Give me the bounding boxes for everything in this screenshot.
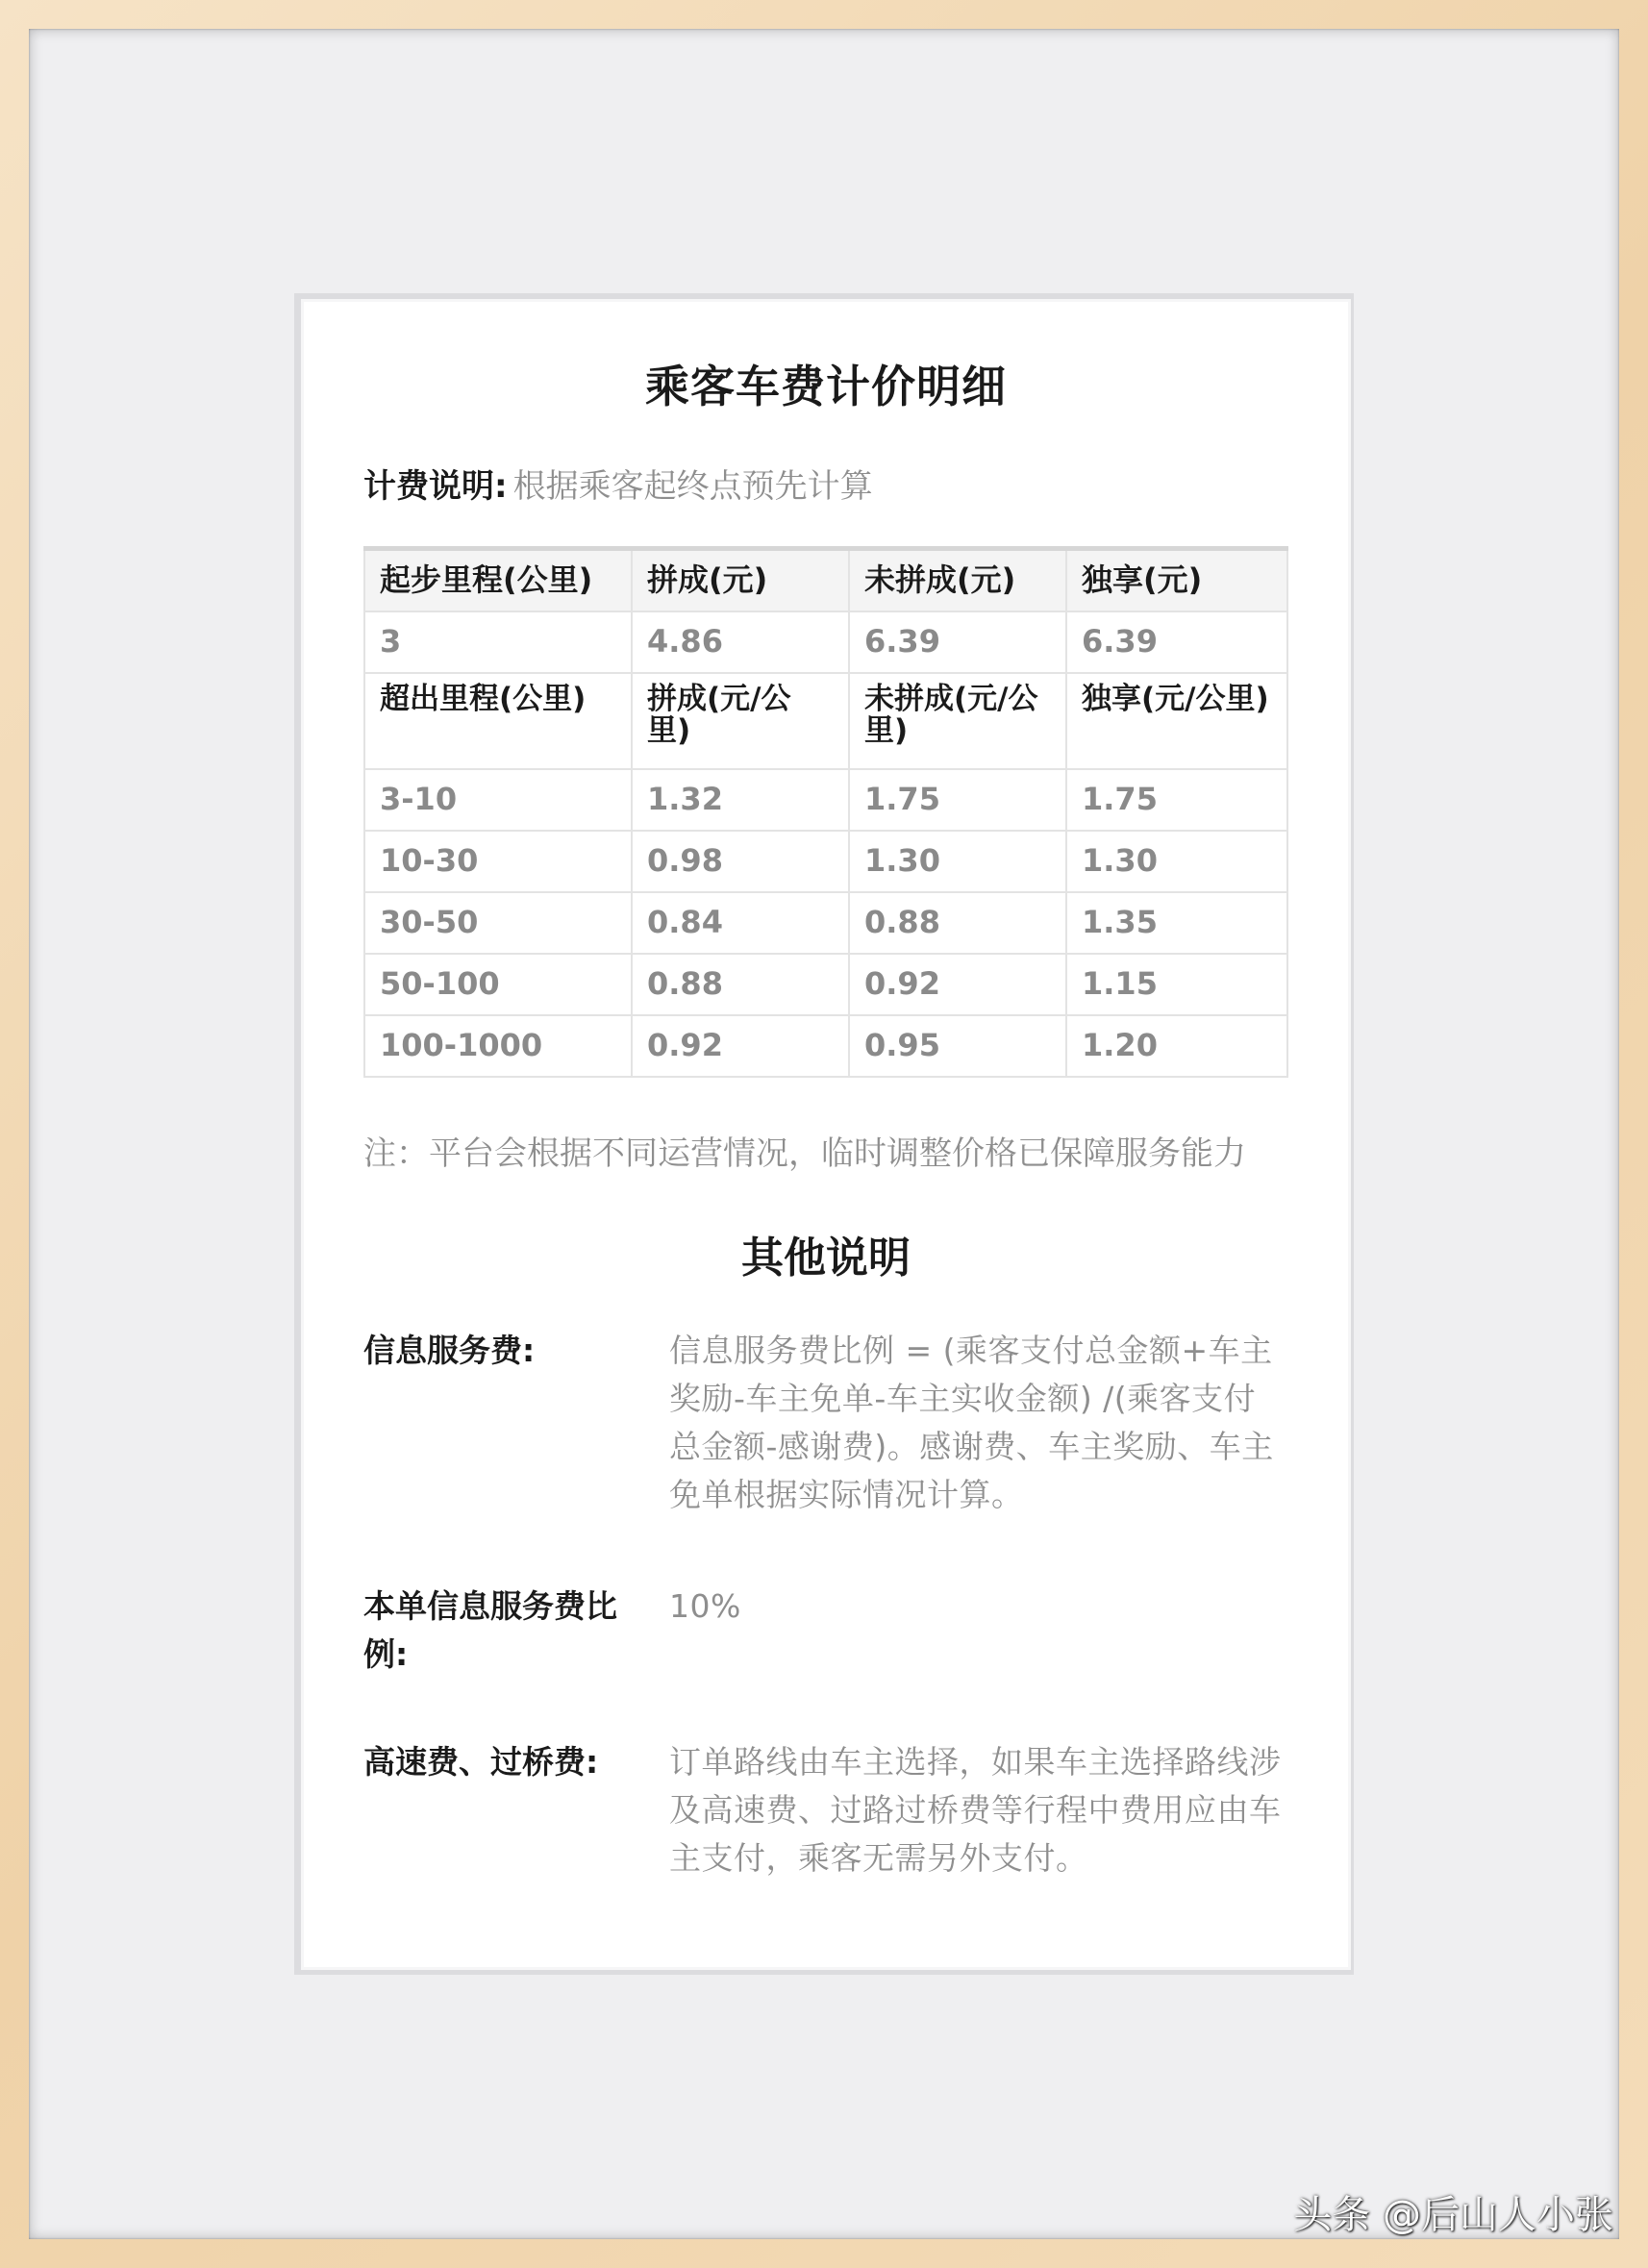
table-subheader-cell: 超出里程(公里) [364,673,632,769]
table-cell: 1.30 [1066,831,1287,892]
table-subheader-cell: 未拼成(元/公里) [849,673,1066,769]
table-cell: 0.92 [632,1015,849,1077]
table-row [364,1015,1287,1077]
table-header-cell: 未拼成(元) [849,549,1066,612]
table-header-cell: 拼成(元) [632,549,849,612]
info-row-value: 订单路线由车主选择，如果车主选择路线涉及高速费、过路过桥费等行程中费用应由车主支付，乘客无需另外支付。 [669,1743,1282,1877]
table-subheader-row [364,673,1287,769]
table-cell: 3 [364,611,632,673]
table-row [364,831,1287,892]
fare-table [363,546,1288,1078]
section-title-other: 其他说明 [741,1234,911,1283]
price-adjust-note: 注：平台会根据不同运营情况，临时调整价格已保障服务能力 [363,1134,1246,1173]
table-cell: 0.98 [632,831,849,892]
billing-note [363,460,873,507]
table-row [364,892,1287,954]
table-cell: 0.84 [632,892,849,954]
page-title: 乘客车费计价明细 [645,361,1007,412]
table-row [364,769,1287,831]
table-cell: 1.75 [849,769,1066,831]
table-cell: 6.39 [1066,611,1287,673]
table-cell: 0.88 [849,892,1066,954]
table-cell: 1.75 [1066,769,1287,831]
info-row-label: 高速费、过桥费: [363,1743,599,1781]
table-cell: 1.32 [632,769,849,831]
table-cell: 6.39 [849,611,1066,673]
table-subheader-cell: 拼成(元/公里) [632,673,849,769]
table-cell: 4.86 [632,611,849,673]
info-row-value: 10% [669,1587,741,1625]
table-cell: 1.30 [849,831,1066,892]
table-cell: 1.35 [1066,892,1287,954]
table-cell: 30-50 [364,892,632,954]
billing-note-value: 根据乘客起终点预先计算 [512,467,873,506]
table-cell: 100-1000 [364,1015,632,1077]
table-cell: 0.88 [632,954,849,1015]
table-cell: 10-30 [364,831,632,892]
table-cell: 3-10 [364,769,632,831]
fare-detail-card [304,302,1348,1967]
table-subheader-cell: 独享(元/公里) [1066,673,1287,769]
table-cell: 1.15 [1066,954,1287,1015]
info-row-value: 信息服务费比例 = (乘客支付总金额+车主奖励-车主免单-车主实收金额) /(乘客支付总金额-感谢费)。感谢费、车主奖励、车主免单根据实际情况计算。 [669,1332,1274,1513]
billing-note-label: 计费说明: [363,467,508,506]
table-cell: 50-100 [364,954,632,1015]
watermark-text: 头条 @后山人小张 [1293,2193,1613,2237]
table-row [364,954,1287,1015]
table-row-base [364,611,1287,673]
table-cell: 1.20 [1066,1015,1287,1077]
info-row-label: 本单信息服务费比例: [363,1587,617,1673]
table-header-cell: 独享(元) [1066,549,1287,612]
table-cell: 0.95 [849,1015,1066,1077]
table-header-row [364,549,1287,612]
info-row-label: 信息服务费: [363,1332,536,1369]
table-header-cell: 起步里程(公里) [364,549,632,612]
table-cell: 0.92 [849,954,1066,1015]
